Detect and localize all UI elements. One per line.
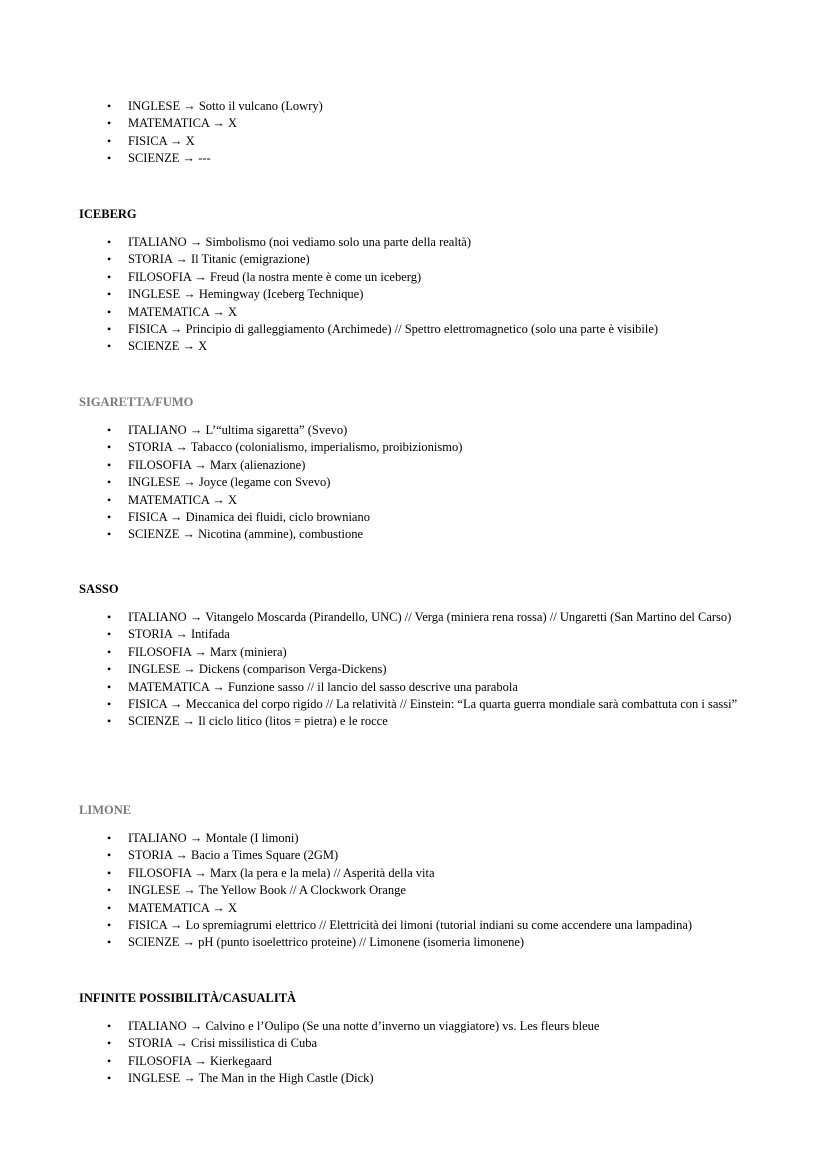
- bullet-icon: •: [107, 918, 112, 933]
- list-item: [0, 492, 828, 509]
- item-text: FISICA → Principio di galleggiamento (Archimede) // Spettro elettromagnetico (solo una parte è visibile): [128, 322, 659, 337]
- section-heading: SASSO: [79, 582, 119, 596]
- item-text: MATEMATICA → X: [128, 304, 238, 319]
- bullet-list: [0, 422, 828, 544]
- item-text: ITALIANO → Simbolismo (noi vediamo solo una parte della realtà): [128, 235, 472, 249]
- item-text: FISICA → Lo spremiagrumi elettrico // Elettricità dei limoni (tutorial indiani su come accendere una lampadina): [128, 918, 693, 933]
- bullet-icon: •: [107, 1019, 112, 1033]
- bullet-icon: •: [107, 475, 112, 490]
- bullet-icon: •: [107, 235, 112, 249]
- item-text: SCIENZE → ---: [128, 151, 211, 166]
- list-item: [0, 338, 828, 355]
- bullet-icon: •: [107, 457, 112, 472]
- list-item: [0, 98, 828, 115]
- list-item: [0, 304, 828, 321]
- item-text: STORIA → Bacio a Times Square (2GM): [128, 848, 339, 863]
- bullet-icon: •: [107, 304, 112, 319]
- list-item: [0, 696, 828, 713]
- item-text: STORIA → Intifada: [128, 627, 230, 642]
- list-item: [0, 882, 828, 899]
- bullet-icon: •: [107, 627, 112, 642]
- list-item: [0, 150, 828, 167]
- item-text: MATEMATICA → Funzione sasso // il lancio del sasso descrive una parabola: [128, 679, 518, 694]
- item-text: INGLESE → Sotto il vulcano (Lowry): [128, 99, 323, 113]
- bullet-icon: •: [107, 492, 112, 507]
- item-text: FISICA → Meccanica del corpo rigido // La relatività // Einstein: “La quarta guerra mondiale sarà combattuta con i sassi”: [128, 697, 738, 712]
- bullet-icon: •: [107, 662, 112, 677]
- list-item: [0, 626, 828, 643]
- list-item: [0, 457, 828, 474]
- list-item: [0, 1053, 828, 1070]
- bullet-icon: •: [107, 510, 112, 525]
- bullet-icon: •: [107, 883, 112, 898]
- item-text: FILOSOFIA → Kierkegaard: [128, 1053, 272, 1068]
- list-item: [0, 609, 828, 626]
- list-item: [0, 269, 828, 286]
- item-text: ITALIANO → L’“ultima sigaretta” (Svevo): [128, 423, 348, 437]
- bullet-icon: •: [107, 269, 112, 284]
- bullet-list: [0, 609, 828, 731]
- item-text: FISICA → Dinamica dei fluidi, ciclo browniano: [128, 510, 370, 525]
- list-item: [0, 644, 828, 661]
- list-item: [0, 847, 828, 864]
- list-item: [0, 713, 828, 730]
- bullet-icon: •: [107, 610, 112, 624]
- list-item: [0, 830, 828, 847]
- bullet-icon: •: [107, 527, 112, 542]
- bullet-icon: •: [107, 679, 112, 694]
- item-text: STORIA → Il Titanic (emigrazione): [128, 252, 310, 267]
- list-item: [0, 1018, 828, 1035]
- item-text: MATEMATICA → X: [128, 116, 238, 131]
- bullet-list: [0, 98, 828, 168]
- item-text: ITALIANO → Vitangelo Moscarda (Pirandello, UNC) // Verga (miniera rena rossa) // Ungaretti (San Martino del Carso): [128, 610, 732, 624]
- list-item: [0, 422, 828, 439]
- item-text: SCIENZE → pH (punto isoelettrico proteine) // Limonene (isomeria limonene): [128, 935, 525, 950]
- bullet-icon: •: [107, 99, 112, 113]
- bullet-list: [0, 1018, 828, 1088]
- bullet-icon: •: [107, 644, 112, 659]
- bullet-icon: •: [107, 252, 112, 267]
- list-item: [0, 1070, 828, 1087]
- bullet-list: [0, 234, 828, 356]
- list-item: [0, 321, 828, 338]
- list-item: [0, 474, 828, 491]
- list-item: [0, 251, 828, 268]
- bullet-icon: •: [107, 423, 112, 437]
- bullet-icon: •: [107, 900, 112, 915]
- item-text: INGLESE → The Man in the High Castle (Dick): [128, 1071, 374, 1086]
- bullet-icon: •: [107, 339, 112, 354]
- bullet-icon: •: [107, 1071, 112, 1086]
- list-item: [0, 917, 828, 934]
- item-text: INGLESE → The Yellow Book // A Clockwork Orange: [128, 883, 406, 898]
- list-item: [0, 526, 828, 543]
- bullet-icon: •: [107, 848, 112, 863]
- list-item: [0, 865, 828, 882]
- item-text: FISICA → X: [128, 133, 195, 148]
- item-text: FILOSOFIA → Freud (la nostra mente è come un iceberg): [128, 269, 422, 284]
- item-text: MATEMATICA → X: [128, 900, 238, 915]
- bullet-icon: •: [107, 1036, 112, 1051]
- item-text: SCIENZE → Nicotina (ammine), combustione: [128, 527, 364, 542]
- item-text: SCIENZE → X: [128, 339, 208, 354]
- bullet-icon: •: [107, 116, 112, 131]
- list-item: [0, 900, 828, 917]
- bullet-icon: •: [107, 1053, 112, 1068]
- bullet-icon: •: [107, 287, 112, 302]
- list-item: [0, 679, 828, 696]
- bullet-icon: •: [107, 151, 112, 166]
- list-item: [0, 115, 828, 132]
- list-item: [0, 234, 828, 251]
- bullet-icon: •: [107, 831, 112, 845]
- item-text: FILOSOFIA → Marx (alienazione): [128, 457, 306, 472]
- list-item: [0, 509, 828, 526]
- item-text: FILOSOFIA → Marx (la pera e la mela) // Asperità della vita: [128, 865, 435, 880]
- bullet-icon: •: [107, 865, 112, 880]
- item-text: ITALIANO → Calvino e l’Oulipo (Se una notte d’inverno un viaggiatore) vs. Les fleurs bleue: [128, 1019, 600, 1033]
- bullet-icon: •: [107, 133, 112, 148]
- list-item: [0, 661, 828, 678]
- bullet-icon: •: [107, 322, 112, 337]
- item-text: INGLESE → Joyce (legame con Svevo): [128, 475, 331, 490]
- item-text: INGLESE → Dickens (comparison Verga-Dickens): [128, 662, 387, 677]
- list-item: [0, 286, 828, 303]
- list-item: [0, 133, 828, 150]
- item-text: SCIENZE → Il ciclo litico (litos = pietra) e le rocce: [128, 714, 388, 729]
- section-heading: LIMONE: [79, 803, 132, 817]
- bullet-icon: •: [107, 714, 112, 729]
- item-text: ITALIANO → Montale (I limoni): [128, 831, 299, 845]
- bullet-icon: •: [107, 935, 112, 950]
- bullet-icon: •: [107, 440, 112, 455]
- item-text: STORIA → Tabacco (colonialismo, imperialismo, proibizionismo): [128, 440, 463, 455]
- item-text: INGLESE → Hemingway (Iceberg Technique): [128, 287, 364, 302]
- section-heading: ICEBERG: [79, 207, 137, 221]
- section-heading: INFINITE POSSIBILITÀ/CASUALITÀ: [79, 991, 297, 1005]
- list-item: [0, 934, 828, 951]
- bullet-icon: •: [107, 697, 112, 712]
- bullet-list: [0, 830, 828, 952]
- item-text: FILOSOFIA → Marx (miniera): [128, 644, 287, 659]
- list-item: [0, 439, 828, 456]
- section-heading: SIGARETTA/FUMO: [79, 395, 194, 409]
- item-text: STORIA → Crisi missilistica di Cuba: [128, 1036, 318, 1051]
- list-item: [0, 1035, 828, 1052]
- item-text: MATEMATICA → X: [128, 492, 238, 507]
